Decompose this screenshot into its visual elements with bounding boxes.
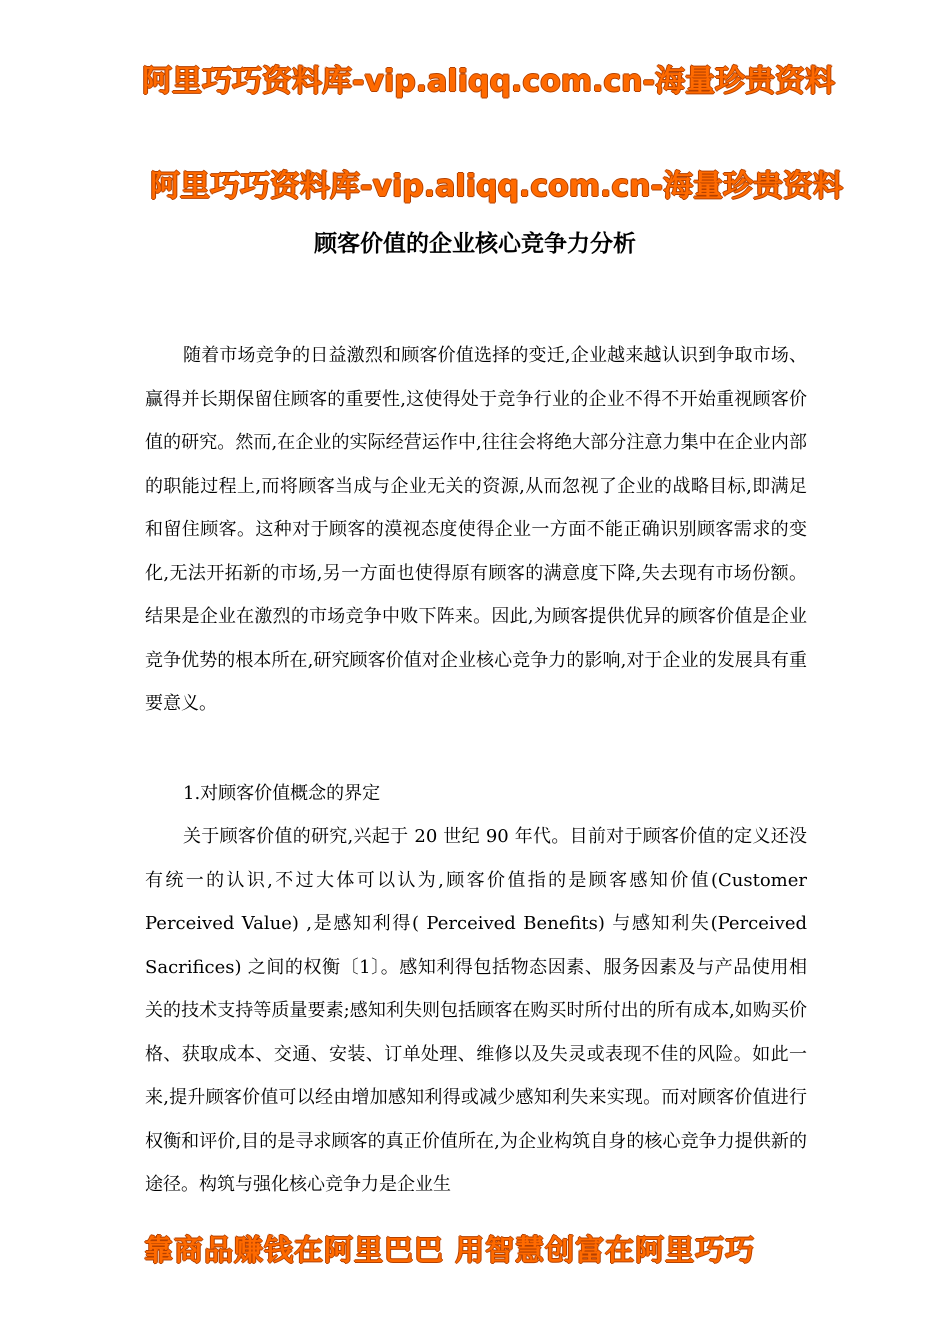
intro-paragraph: 随着市场竞争的日益激烈和顾客价值选择的变迁,企业越来越认识到争取市场、赢得并长期保留住顾客的重要性,这使得处于竞争行业的企业不得不开始重视顾客价值的研究。然而,在企业的实际经营运作中,往往会将绝大部分注意力集中在企业内部的职能过程上,而将顾客当成与企业无关的资源,从而忽视了企业的战略目标,即满足和留住顾客。这种对于顾客的漠视态度使得企业一方面不能正确识别顾客需求的变化,无法开拓新的市场,另一方面也使得原有顾客的满意度下降,失去现有市场份额。结果是企业在激烈的市场竞争中败下阵来。因此,为顾客提供优异的顾客价值是企业竞争优势的根本所在,研究顾客价值对企业核心竞争力的影响,对于企业的发展具有重要意义。 <box>145 345 807 714</box>
document-title: 顾客价值的企业核心竞争力分析 <box>314 231 636 257</box>
section-heading: 1.对顾客价值概念的界定 <box>183 783 381 804</box>
secondary-banner: 阿里巧巧资料库-vip.aliqq.com.cn-海量珍贵资料 <box>150 169 843 204</box>
definition-paragraph: 关于顾客价值的研究,兴起于 20 世纪 90 年代。目前对于顾客价值的定义还没有统一的认识,不过大体可以认为,顾客价值指的是顾客感知价值(Customer Perceived Value) ,是感知利得( Perceived Benefits) 与感知利失(Perceived Sacrifices) 之间的权衡〔1〕。感知利得包括物态因素、服务因素及与产品使用相关的技术支持等质量要素;感知利失则包括顾客在购买时所付出的所有成本,如购买价格、获取成本、交通、安装、订单处理、维修以及失灵或表现不佳的风险。如此一来,提升顾客价值可以经由增加感知利得或减少感知利失来实现。而对顾客价值进行权衡和评价,目的是寻求顾客的真正价值所在,为企业构筑自身的核心竞争力提供新的途径。构筑与强化核心竞争力是企业生 <box>145 826 807 1195</box>
header-banner: 阿里巧巧资料库-vip.aliqq.com.cn-海量珍贵资料 <box>142 64 835 99</box>
footer-banner: 靠商品赚钱在阿里巴巴 用智慧创富在阿里巧巧 <box>144 1233 756 1267</box>
